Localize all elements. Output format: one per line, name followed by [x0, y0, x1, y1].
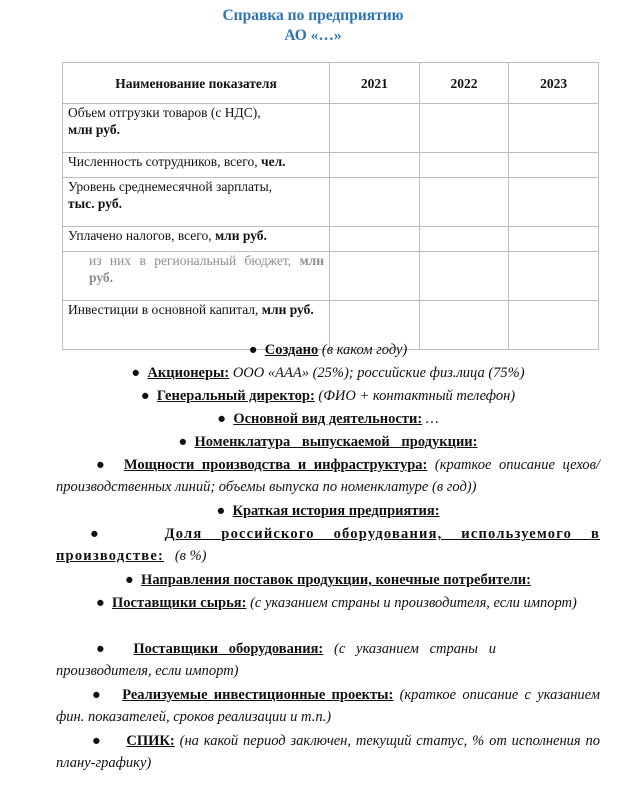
bullet-icon: ●	[96, 457, 109, 473]
item-label: Создано	[264, 342, 319, 358]
item-desc: (с указанием страны и производителя, если импорт)	[250, 595, 577, 611]
list-item	[56, 730, 600, 774]
cell-2022	[419, 153, 509, 178]
row-label: Инвестиции в основной капитал, млн руб.	[63, 301, 330, 350]
cell-2022	[419, 252, 509, 301]
cell-2022	[419, 104, 509, 153]
item-desc: (в каком году)	[321, 342, 408, 358]
item-desc: (краткое описание с указанием фин. показателей, сроков реализации и т.п.)	[56, 687, 601, 725]
header-year-2022: 2022	[419, 63, 509, 104]
cell-2023	[509, 227, 599, 252]
item-label: СПИК:	[126, 733, 175, 749]
item-label: Направления поставок продукции, конечные потребители:	[141, 572, 531, 588]
table-row	[63, 153, 599, 178]
bullet-icon: ●	[92, 733, 103, 749]
item-label: Реализуемые инвестиционные проекты:	[122, 687, 394, 703]
item-label: Основной вид деятельности:	[233, 411, 423, 427]
list-item	[56, 684, 600, 728]
item-desc: (краткое описание цехов/производственных линий; объемы выпуска по номенклатуре (в год))	[56, 457, 600, 495]
bullet-icon: ●	[125, 572, 134, 588]
item-label: Доля российского оборудования, используемого в производстве	[56, 526, 600, 564]
bullet-icon: ●	[96, 595, 105, 611]
list-item	[56, 339, 600, 361]
row-label: Уровень среднемесячной зарплаты, тыс. руб.	[63, 178, 330, 227]
item-label: Мощности производства и инфраструктура:	[123, 457, 428, 473]
row-label: из них в региональный бюджет, млн руб.	[63, 252, 330, 301]
list-item	[56, 454, 600, 498]
list-item	[56, 500, 600, 522]
header-indicator-name: Наименование показателя	[63, 63, 330, 104]
cell-2021	[330, 104, 420, 153]
table-header-row	[63, 63, 599, 104]
table-row	[63, 104, 599, 153]
list-item	[56, 638, 496, 682]
table-row	[63, 178, 599, 227]
cell-2021	[330, 252, 420, 301]
list-item	[56, 569, 600, 591]
header-year-2023: 2023	[509, 63, 599, 104]
item-label: Номенклатура выпускаемой продукции:	[194, 434, 478, 450]
cell-2021	[330, 178, 420, 227]
item-label: Поставщики оборудования:	[133, 641, 324, 657]
item-desc: (ФИО + контактный телефон)	[318, 388, 516, 404]
bullet-icon: ●	[217, 411, 227, 427]
item-desc: (с указанием страны и производителя, если импорт)	[56, 641, 497, 679]
bullet-icon: ●	[92, 687, 104, 703]
item-label: Поставщики сырья:	[112, 595, 247, 611]
item-label: Генеральный директор:	[156, 388, 315, 404]
list-item	[56, 362, 600, 384]
title-line-1: Справка по предприятию	[222, 7, 404, 24]
item-desc: …	[425, 411, 439, 427]
item-desc: (в %)	[174, 548, 207, 564]
cell-2023	[509, 153, 599, 178]
item-desc: ООО «ААА» (25%); российские физ.лица (75%)	[232, 365, 525, 381]
cell-2021	[330, 153, 420, 178]
item-desc: (на какой период заключен, текущий статус, % от исполнения по плану-графику)	[56, 733, 600, 771]
list-item: ● Доля российского оборудования, используемого в производстве: (в %)	[56, 526, 600, 564]
table-row	[63, 227, 599, 252]
title-line-2: АО «…»	[284, 27, 342, 44]
table-row	[63, 252, 599, 301]
bullet-icon: ●	[178, 434, 188, 450]
page-title	[0, 6, 626, 46]
bullet-icon: ●	[140, 388, 150, 404]
item-label: Краткая история предприятия:	[232, 503, 440, 519]
list-item	[56, 408, 600, 430]
bullet-icon: ●	[131, 365, 141, 381]
indicators-table	[62, 62, 599, 350]
row-label: Объем отгрузки товаров (с НДС), млн руб.	[63, 104, 330, 153]
cell-2022	[419, 178, 509, 227]
bullet-icon: ●	[96, 641, 112, 657]
list-item	[56, 385, 600, 407]
list-item	[56, 592, 600, 614]
row-label: Численность сотрудников, всего, чел.	[63, 153, 330, 178]
header-year-2021: 2021	[330, 63, 420, 104]
bullet-icon: ●	[248, 342, 258, 358]
cell-2023	[509, 178, 599, 227]
bullet-icon: ●	[90, 526, 109, 542]
cell-2023	[509, 252, 599, 301]
cell-2021	[330, 227, 420, 252]
bullet-icon: ●	[216, 503, 226, 519]
item-label: Акционеры:	[147, 365, 230, 381]
cell-2023	[509, 104, 599, 153]
list-item	[56, 431, 600, 453]
cell-2022	[419, 227, 509, 252]
row-label: Уплачено налогов, всего, млн руб.	[63, 227, 330, 252]
